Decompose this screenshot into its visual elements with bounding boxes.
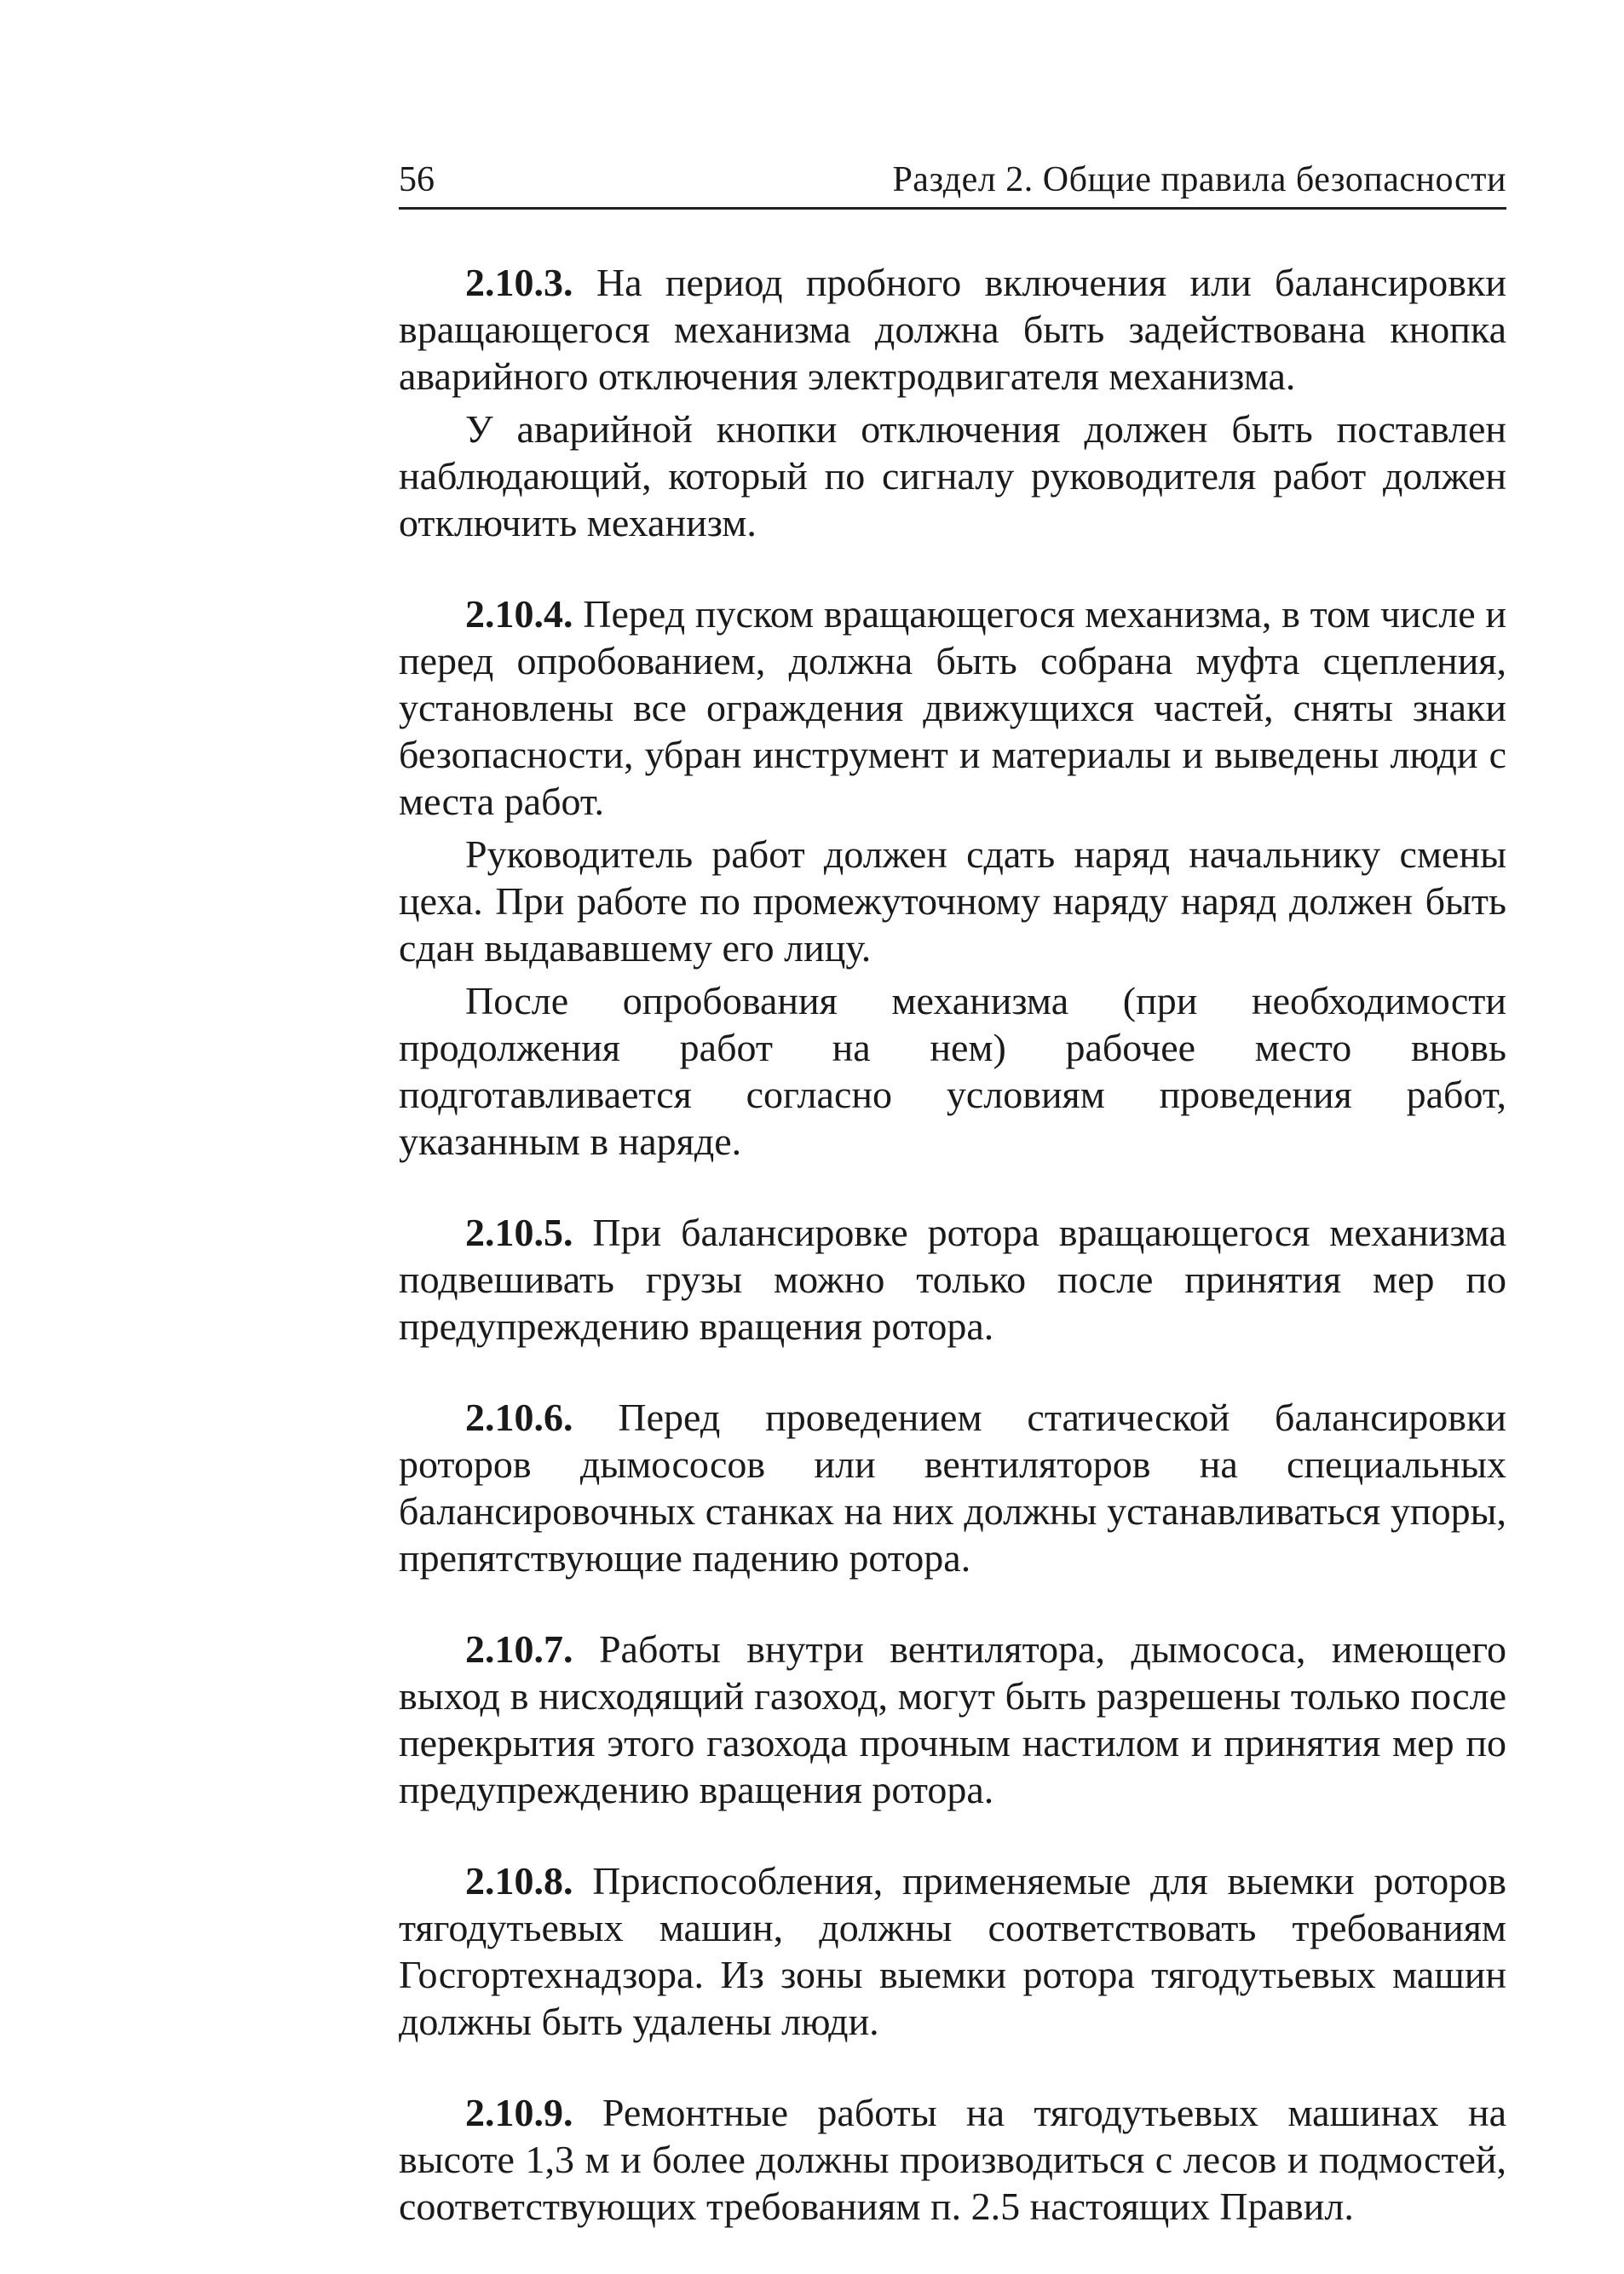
clause-number: 2.10.9.: [465, 2091, 573, 2134]
paragraph: [399, 831, 1506, 971]
paragraph-text: После опробования механизма (при необходимости продолжения работ на нем) рабочее место вновь подготавливается согласно условиям проведения работ, указанным в наряде.: [399, 979, 1506, 1163]
clause-number: 2.10.6.: [465, 1396, 573, 1439]
clause-2-10-3: [399, 259, 1506, 546]
paragraph: [399, 1394, 1506, 1581]
clause-number: 2.10.3.: [465, 261, 573, 304]
paragraph: [399, 406, 1506, 546]
paragraph: [399, 259, 1506, 400]
clause-2-10-5: [399, 1209, 1506, 1350]
paragraph-text: На период пробного включения или балансировки вращающегося механизма должна быть задействована кнопка аварийного отключения электродвигателя механизма.: [399, 261, 1506, 398]
clause-2-10-7: [399, 1626, 1506, 1813]
clause-2-10-8: [399, 1857, 1506, 2045]
paragraph-text: При балансировке ротора вращающегося механизма подвешивать грузы можно только после принятия мер по предупреждению вращения ротора.: [399, 1211, 1506, 1348]
paragraph: [399, 590, 1506, 825]
paragraph: [399, 2089, 1506, 2230]
section-title: Раздел 2. Общие правила безопасности: [892, 160, 1506, 199]
clause-2-10-9: [399, 2089, 1506, 2230]
paragraph-text: Перед проведением статической балансировки роторов дымососов или вентиляторов на специальных балансировочных станках на них должны устанавливаться упоры, препятствующие падению ротора.: [399, 1396, 1506, 1580]
clause-number: 2.10.8.: [465, 1859, 573, 1903]
document-page: [399, 158, 1506, 2274]
paragraph: [399, 1626, 1506, 1813]
clause-2-10-4: [399, 590, 1506, 1165]
paragraph: [399, 1209, 1506, 1350]
paragraph-text: Работы внутри вентилятора, дымососа, имеющего выход в нисходящий газоход, могут быть разрешены только после перекрытия этого газохода прочным настилом и принятия мер по предупреждению вращения ротора.: [399, 1627, 1507, 1811]
running-header: [399, 158, 1506, 210]
document-body: [399, 259, 1506, 2230]
page-number: 56: [399, 160, 435, 199]
paragraph-text: Перед пуском вращающегося механизма, в том числе и перед опробованием, должна быть собрана муфта сцепления, установлены все ограждения движущихся частей, сняты знаки безопасности, убран инструмент и материалы и выведены люди с места работ.: [399, 592, 1507, 823]
paragraph-text: Руководитель работ должен сдать наряд начальнику смены цеха. При работе по промежуточному наряду наряд должен быть сдан выдававшему его лицу.: [399, 832, 1506, 970]
paragraph-text: Ремонтные работы на тягодутьевых машинах на высоте 1,3 м и более должны производиться с лесов и подмостей, соответствующих требованиям п. 2.5 настоящих Правил.: [399, 2091, 1507, 2228]
clause-2-10-6: [399, 1394, 1506, 1581]
clause-number: 2.10.5.: [465, 1211, 573, 1254]
clause-number: 2.10.4.: [465, 592, 573, 636]
clause-number: 2.10.7.: [465, 1627, 573, 1671]
paragraph-text: Приспособления, применяемые для выемки роторов тягодутьевых машин, должны соответствовать требованиям Госгортехнадзора. Из зоны выемки ротора тягодутьевых машин должны быть удалены люди.: [399, 1859, 1506, 2043]
paragraph: [399, 977, 1506, 1165]
paragraph: [399, 1857, 1506, 2045]
paragraph-text: У аварийной кнопки отключения должен быть поставлен наблюдающий, который по сигналу руководителя работ должен отключить механизм.: [399, 407, 1506, 544]
